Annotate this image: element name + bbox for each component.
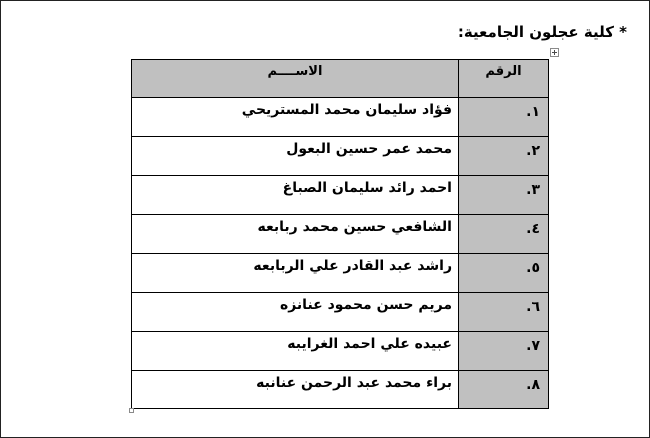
row-name: فؤاد سليمان محمد المستريحي	[132, 98, 459, 137]
table-row	[132, 293, 549, 332]
row-name: راشد عبد القادر علي الربابعه	[132, 254, 459, 293]
table-resize-handle-icon[interactable]	[129, 408, 134, 413]
row-number: ٣.	[459, 176, 549, 215]
row-number: ٥.	[459, 254, 549, 293]
row-name: براء محمد عبد الرحمن عنانبه	[132, 371, 459, 409]
row-name: محمد عمر حسين البعول	[132, 137, 459, 176]
row-number: ٦.	[459, 293, 549, 332]
table-row	[132, 176, 549, 215]
header-number: الرقم	[459, 60, 549, 98]
table-row	[132, 215, 549, 254]
table-row	[132, 332, 549, 371]
row-name: احمد رائد سليمان الصباغ	[132, 176, 459, 215]
table-row	[132, 98, 549, 137]
row-name: مريم حسن محمود عنانزه	[132, 293, 459, 332]
table-row	[132, 137, 549, 176]
table-move-handle-icon[interactable]	[550, 48, 559, 57]
table-row	[132, 254, 549, 293]
row-name: عبيده علي احمد الغرايبه	[132, 332, 459, 371]
row-number: ١.	[459, 98, 549, 137]
header-name: الاســــم	[132, 60, 459, 98]
row-number: ٤.	[459, 215, 549, 254]
table-row	[132, 371, 549, 409]
table-header-row	[132, 60, 549, 98]
row-number: ٨.	[459, 371, 549, 409]
document-heading: * كلية عجلون الجامعية:	[457, 23, 627, 41]
students-table	[131, 59, 549, 409]
row-name: الشافعي حسين محمد ربابعه	[132, 215, 459, 254]
row-number: ٧.	[459, 332, 549, 371]
row-number: ٢.	[459, 137, 549, 176]
